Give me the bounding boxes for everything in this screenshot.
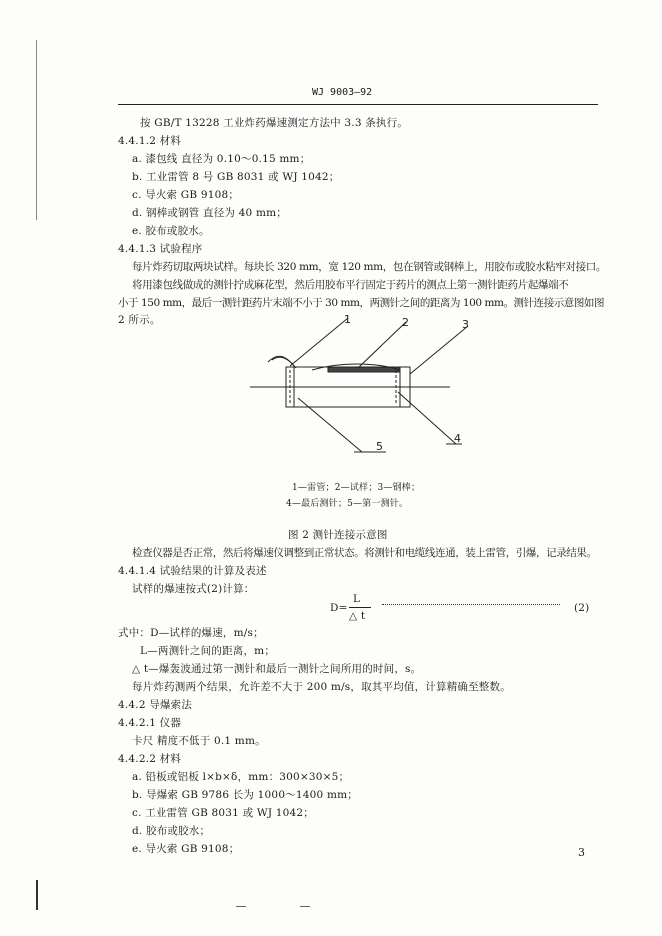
paragraph-line: L—两测针之间的距离，m； [140, 645, 276, 657]
list-item: c. 导火索 GB 9108； [132, 189, 240, 201]
leader-4 [398, 392, 456, 444]
wire [272, 357, 296, 368]
section-heading: 4.4.1.2 材料 [118, 135, 182, 147]
paragraph-line: 每片炸药切取两块试样。每块长 320 mm，宽 120 mm，包在钢管或钢棒上，用胶布或胶水粘牢对接口。 [132, 261, 607, 273]
figure-title: 图 2 测针连接示意图 [288, 529, 388, 541]
formula-leader-dots [382, 604, 560, 605]
paragraph-line: 将用漆包线做成的测针拧成麻花型，然后用胶布平行固定于药片的测点上第一测针距药片起爆端不 [132, 279, 569, 291]
paragraph-line: 每片炸药测两个结果，允许差不大于 200 m/s，取其平均值，计算精确至整数。 [132, 681, 511, 693]
section-heading: 4.4.1.4 试验结果的计算及表述 [118, 565, 267, 577]
section-heading: 4.4.2 导爆索法 [118, 699, 193, 711]
scan-margin-mark [236, 906, 246, 907]
figure-caption: 4—最后测针；5—第一测针。 [286, 499, 409, 509]
formula-lhs: D= [330, 602, 348, 614]
leader-1 [290, 318, 348, 366]
figure-label-3: 3 [462, 318, 469, 331]
list-item: a. 铅板或铝板 l×b×δ，mm：300×30×5； [132, 771, 350, 783]
paragraph-line: 检查仪器是否正常，然后将爆速仪调整到正常状态。将测针和电缆线连通，装上雷管，引爆，记录结果。 [132, 547, 597, 559]
list-item: a. 漆包线 直径为 0.10～0.15 mm； [132, 153, 311, 165]
paragraph-line: 小于 150 mm，最后一测针距药片末端不小于 30 mm，两测针之间的距离为 100 mm。测针连接示意图如图 [118, 297, 605, 309]
paragraph-line: △ t—爆轰波通过第一测针和最后一测针之间所用的时间，s。 [132, 663, 422, 675]
section-heading: 4.4.1.3 试验程序 [118, 243, 203, 255]
figure-label-4: 4 [454, 432, 461, 445]
list-item: e. 胶布或胶水。 [132, 225, 210, 237]
figure-label-2: 2 [402, 316, 409, 329]
list-item: b. 导爆索 GB 9786 长为 1000～1400 mm； [132, 789, 358, 801]
paragraph-line: 2 所示。 [118, 314, 161, 326]
formula-numerator: L [353, 593, 361, 605]
paragraph-line: 式中：D—试样的爆速，m/s； [118, 627, 264, 639]
header-rule [118, 104, 598, 105]
probe-connection-diagram [250, 312, 480, 462]
paragraph-line: 按 GB/T 13228 工业炸药爆速测定方法中 3.3 条执行。 [140, 117, 409, 129]
scan-margin-mark [36, 880, 38, 910]
section-heading: 4.4.2.1 仪器 [118, 717, 182, 729]
list-item: d. 胶布或胶水； [132, 825, 211, 837]
sample-hatch [328, 367, 400, 372]
page-number: 3 [578, 846, 585, 859]
section-heading: 4.4.2.2 材料 [118, 753, 182, 765]
figure-label-1: 1 [344, 313, 351, 326]
figure-label-5: 5 [376, 440, 383, 453]
list-item: b. 工业雷管 8 号 GB 8031 或 WJ 1042； [132, 171, 340, 183]
document-number-header: WJ 9003—92 [312, 87, 373, 98]
leader-5 [298, 398, 362, 452]
list-item: d. 钢棒或钢管 直径为 40 mm； [132, 207, 287, 219]
paragraph-line: 试样的爆速按式(2)计算： [132, 583, 255, 595]
list-item: e. 导火索 GB 9108； [132, 843, 240, 855]
scan-margin-mark [36, 40, 37, 220]
formula-denominator: △ t [349, 610, 366, 622]
fraction-bar [349, 607, 371, 608]
leader-2 [358, 322, 406, 368]
formula-number: (2) [574, 602, 590, 614]
paragraph-line: 卡尺 精度不低于 0.1 mm。 [132, 735, 266, 747]
list-item: c. 工业雷管 GB 8031 或 WJ 1042； [132, 807, 314, 819]
leader-3 [410, 326, 468, 374]
figure-caption: 1—雷管；2—试样；3—钢棒； [292, 483, 421, 493]
scan-margin-mark [300, 906, 310, 907]
